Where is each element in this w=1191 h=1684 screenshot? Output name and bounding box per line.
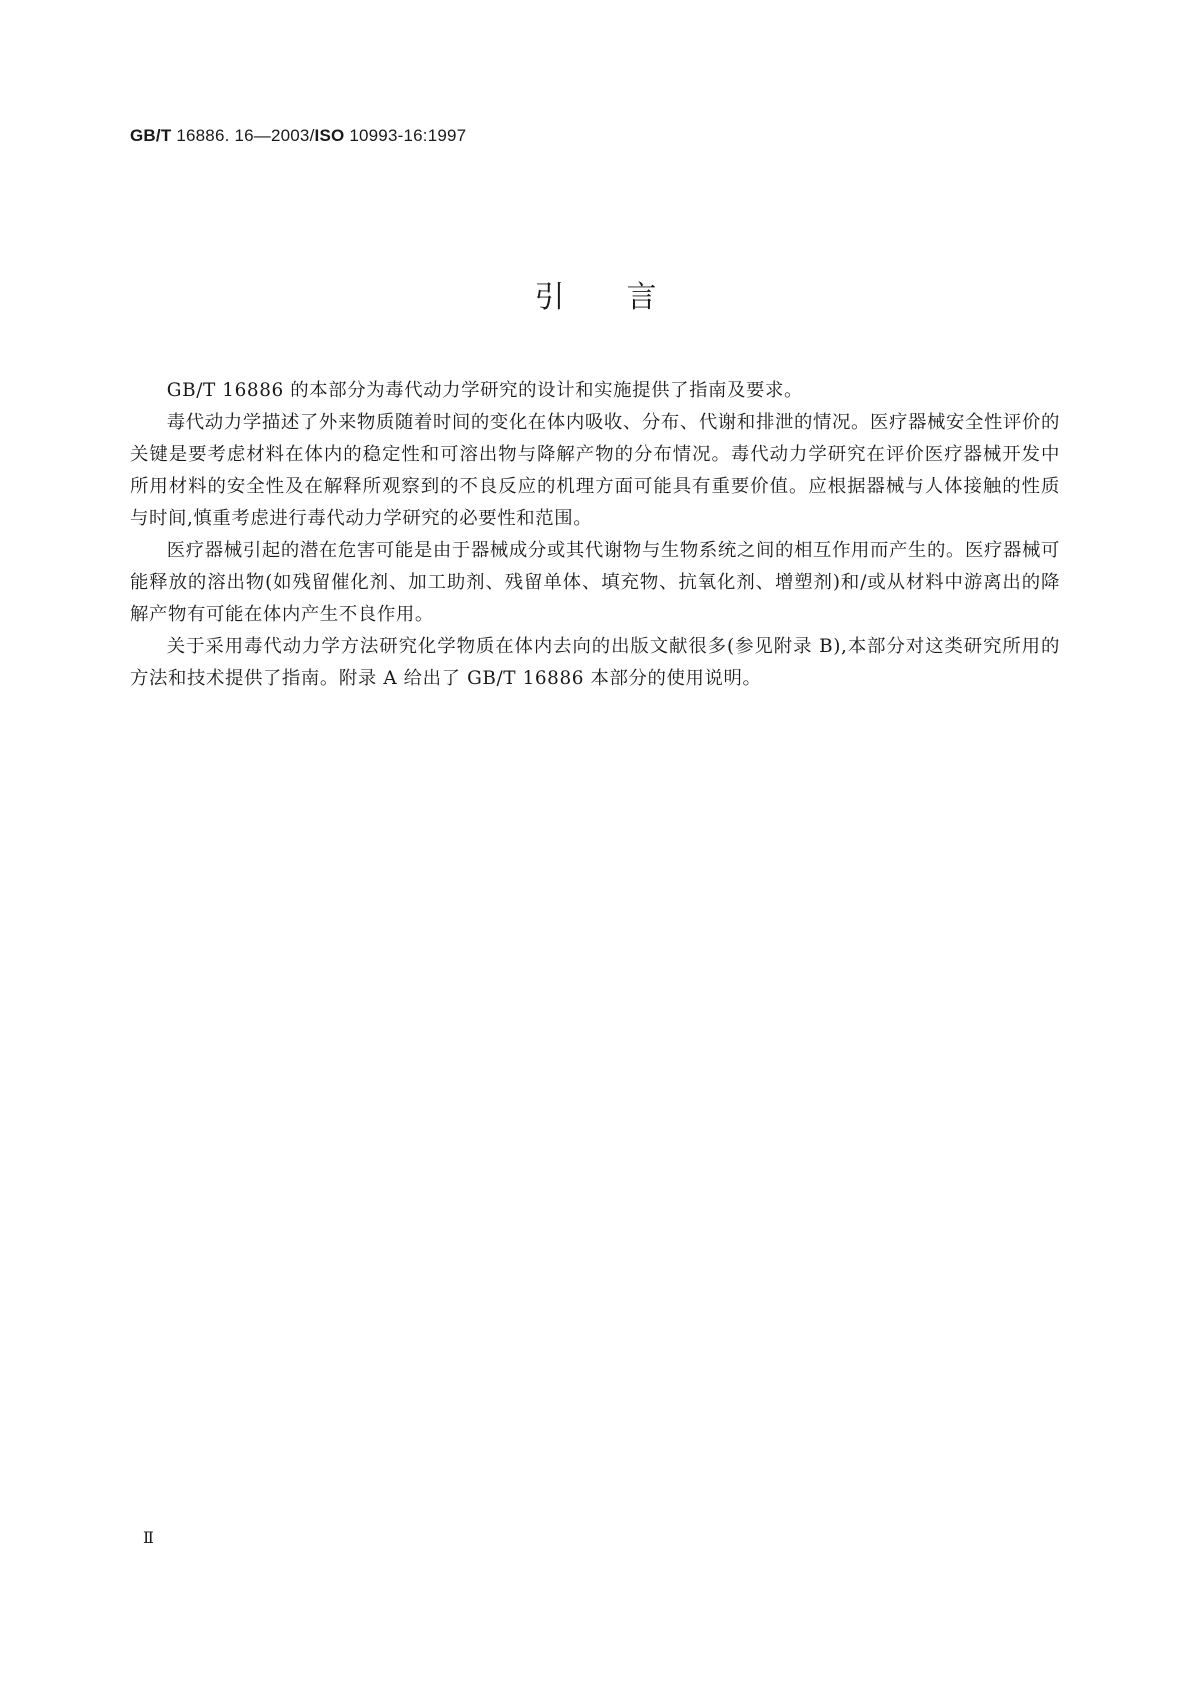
introduction-body bbox=[130, 375, 1060, 695]
paragraph: 毒代动力学描述了外来物质随着时间的变化在体内吸收、分布、代谢和排泄的情况。医疗器械安全性评价的关键是要考虑材料在体内的稳定性和可溶出物与降解产物的分布情况。毒代动力学研究在评价医疗器械开发中所用材料的安全性及在解释所观察到的不良反应的机理方面可能具有重要价值。应根据器械与人体接触的性质与时间,慎重考虑进行毒代动力学研究的必要性和范围。 bbox=[130, 412, 1060, 529]
paragraph: 医疗器械引起的潜在危害可能是由于器械成分或其代谢物与生物系统之间的相互作用而产生的。医疗器械可能释放的溶出物(如残留催化剂、加工助剂、残留单体、填充物、抗氧化剂、增塑剂)和/或从材料中游离出的降解产物有可能在体内产生不良作用。 bbox=[130, 540, 1060, 625]
std-number: 16886. 16—2003/ bbox=[171, 126, 315, 145]
paragraph: GB/T 16886 的本部分为毒代动力学研究的设计和实施提供了指南及要求。 bbox=[166, 380, 804, 401]
iso-number: 10993-16:1997 bbox=[344, 126, 467, 145]
std-prefix: GB/T bbox=[130, 126, 172, 145]
iso-prefix: ISO bbox=[314, 126, 345, 145]
page-title: 引言 bbox=[534, 280, 719, 315]
page-number: Ⅱ bbox=[143, 1528, 154, 1547]
paragraph: 关于采用毒代动力学方法研究化学物质在体内去向的出版文献很多(参见附录 B),本部分对这类研究所用的方法和技术提供了指南。附录 A 给出了 GB/T 16886 本部分的使用说明。 bbox=[130, 636, 1060, 689]
standard-designation-header bbox=[130, 126, 466, 146]
